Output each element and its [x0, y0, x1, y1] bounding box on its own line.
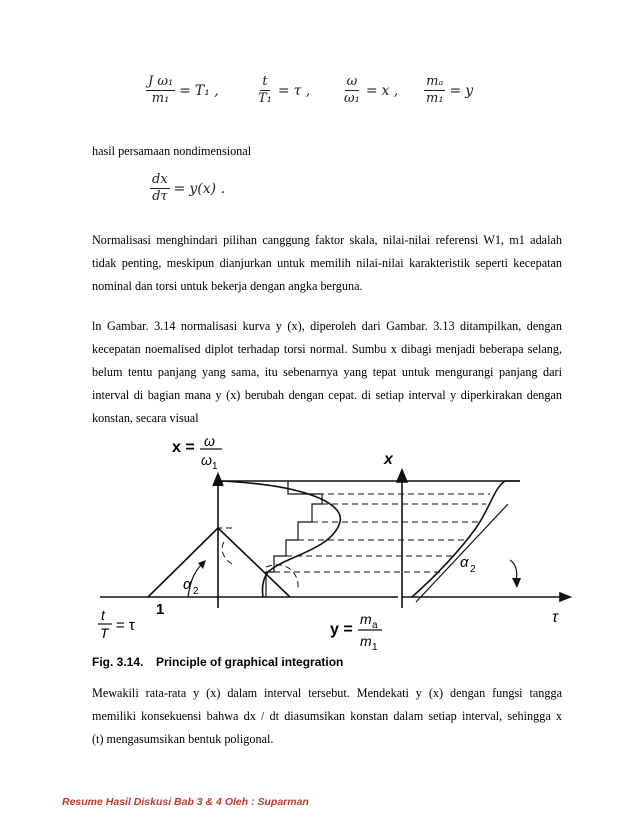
alpha-right-sub: 2 [470, 564, 476, 575]
t-label-rhs: = τ [116, 617, 135, 634]
figure-caption-prefix: Fig. 3.14. [92, 655, 144, 669]
figure-graphical-integration [0, 432, 638, 672]
tau-axis-label: τ [552, 609, 558, 626]
one-tick-label: 1 [156, 601, 165, 618]
equation-row: $\frac{\text{J ω₁}}{\text{m₁}}$ = T₁ , [148, 74, 219, 106]
equation-1-fraction: $\frac{\text{J ω₁}}{\text{m₁}}$ [148, 74, 174, 106]
alpha-right-label: α [460, 554, 469, 571]
paragraph-step-function: Mewakili rata-rata y (x) dalam interval tersebut. Mendekati y (x) dengan fungsi tangga memiliki konsekuensi bahwa dx / dt diasumsikan konstan dalam setiap interval, sehingga x (t) mengasumsikan bentuk poligonal. [92, 686, 562, 746]
paragraph-figure-description: ln Gambar. 3.14 normalisasi kurva y (x), diperoleh dari Gambar. 3.13 ditampilkan, dengan kecepatan noemalised diplot terhadap torsi normal. Sumbu x dibagi menjadi beberapa selang, belum tentu panjang yang sama, itu sebenarnya yang tepat untuk mengurangi panjang dari interval di bagian mana y (x) berubah dengan cepat. di setiap interval y diperkirakan dengan konstan, secara visual [92, 319, 562, 425]
y-definition-den-sub: 1 [372, 642, 378, 653]
paragraph-normalization: Normalisasi menghindari pilihan canggung faktor skala, nilai-nilai referensi W1, m1 adalah tidak penting, meskipun dianjurkan untuk memilih nilai-nilai karakteristik seperti kecepatan nominal dan torsi untuk bekerja dengan angka berguna. [92, 233, 562, 293]
equation-5: $\frac{dx}{d\tau}$ = y(x) . [152, 172, 226, 204]
nondimensional-label: hasil persamaan nondimensional [92, 144, 252, 158]
x-definition-den: ω [201, 452, 212, 468]
equation-2: $\frac{t}{\text{T₁}}$ = τ , [258, 74, 311, 106]
y-definition-num-sub: a [372, 620, 378, 631]
alpha-left-label: α [183, 576, 192, 593]
figure-caption-text: Principle of graphical integration [156, 655, 344, 669]
y-definition-label: y = [330, 621, 353, 638]
page-footer: Resume Hasil Diskusi Bab 3 & 4 Oleh : Suparman [62, 796, 309, 808]
t-label-num: t [101, 607, 105, 623]
equation-3: $\frac{\omega}{\text{ω₁}}$ = x , [344, 74, 399, 106]
y-definition-den: m [360, 633, 372, 649]
t-label-den: T [100, 625, 109, 641]
y-definition-num: m [360, 611, 372, 627]
equation-4: $\frac{\text{mₐ}}{\text{m₁}}$ = y [426, 74, 474, 106]
x-axis-label: x [384, 451, 393, 468]
x-definition-num: ω [204, 433, 215, 449]
alpha-left-sub: 2 [193, 586, 199, 597]
x-definition-label: x = [172, 439, 195, 456]
x-definition-sub: 1 [212, 461, 218, 472]
